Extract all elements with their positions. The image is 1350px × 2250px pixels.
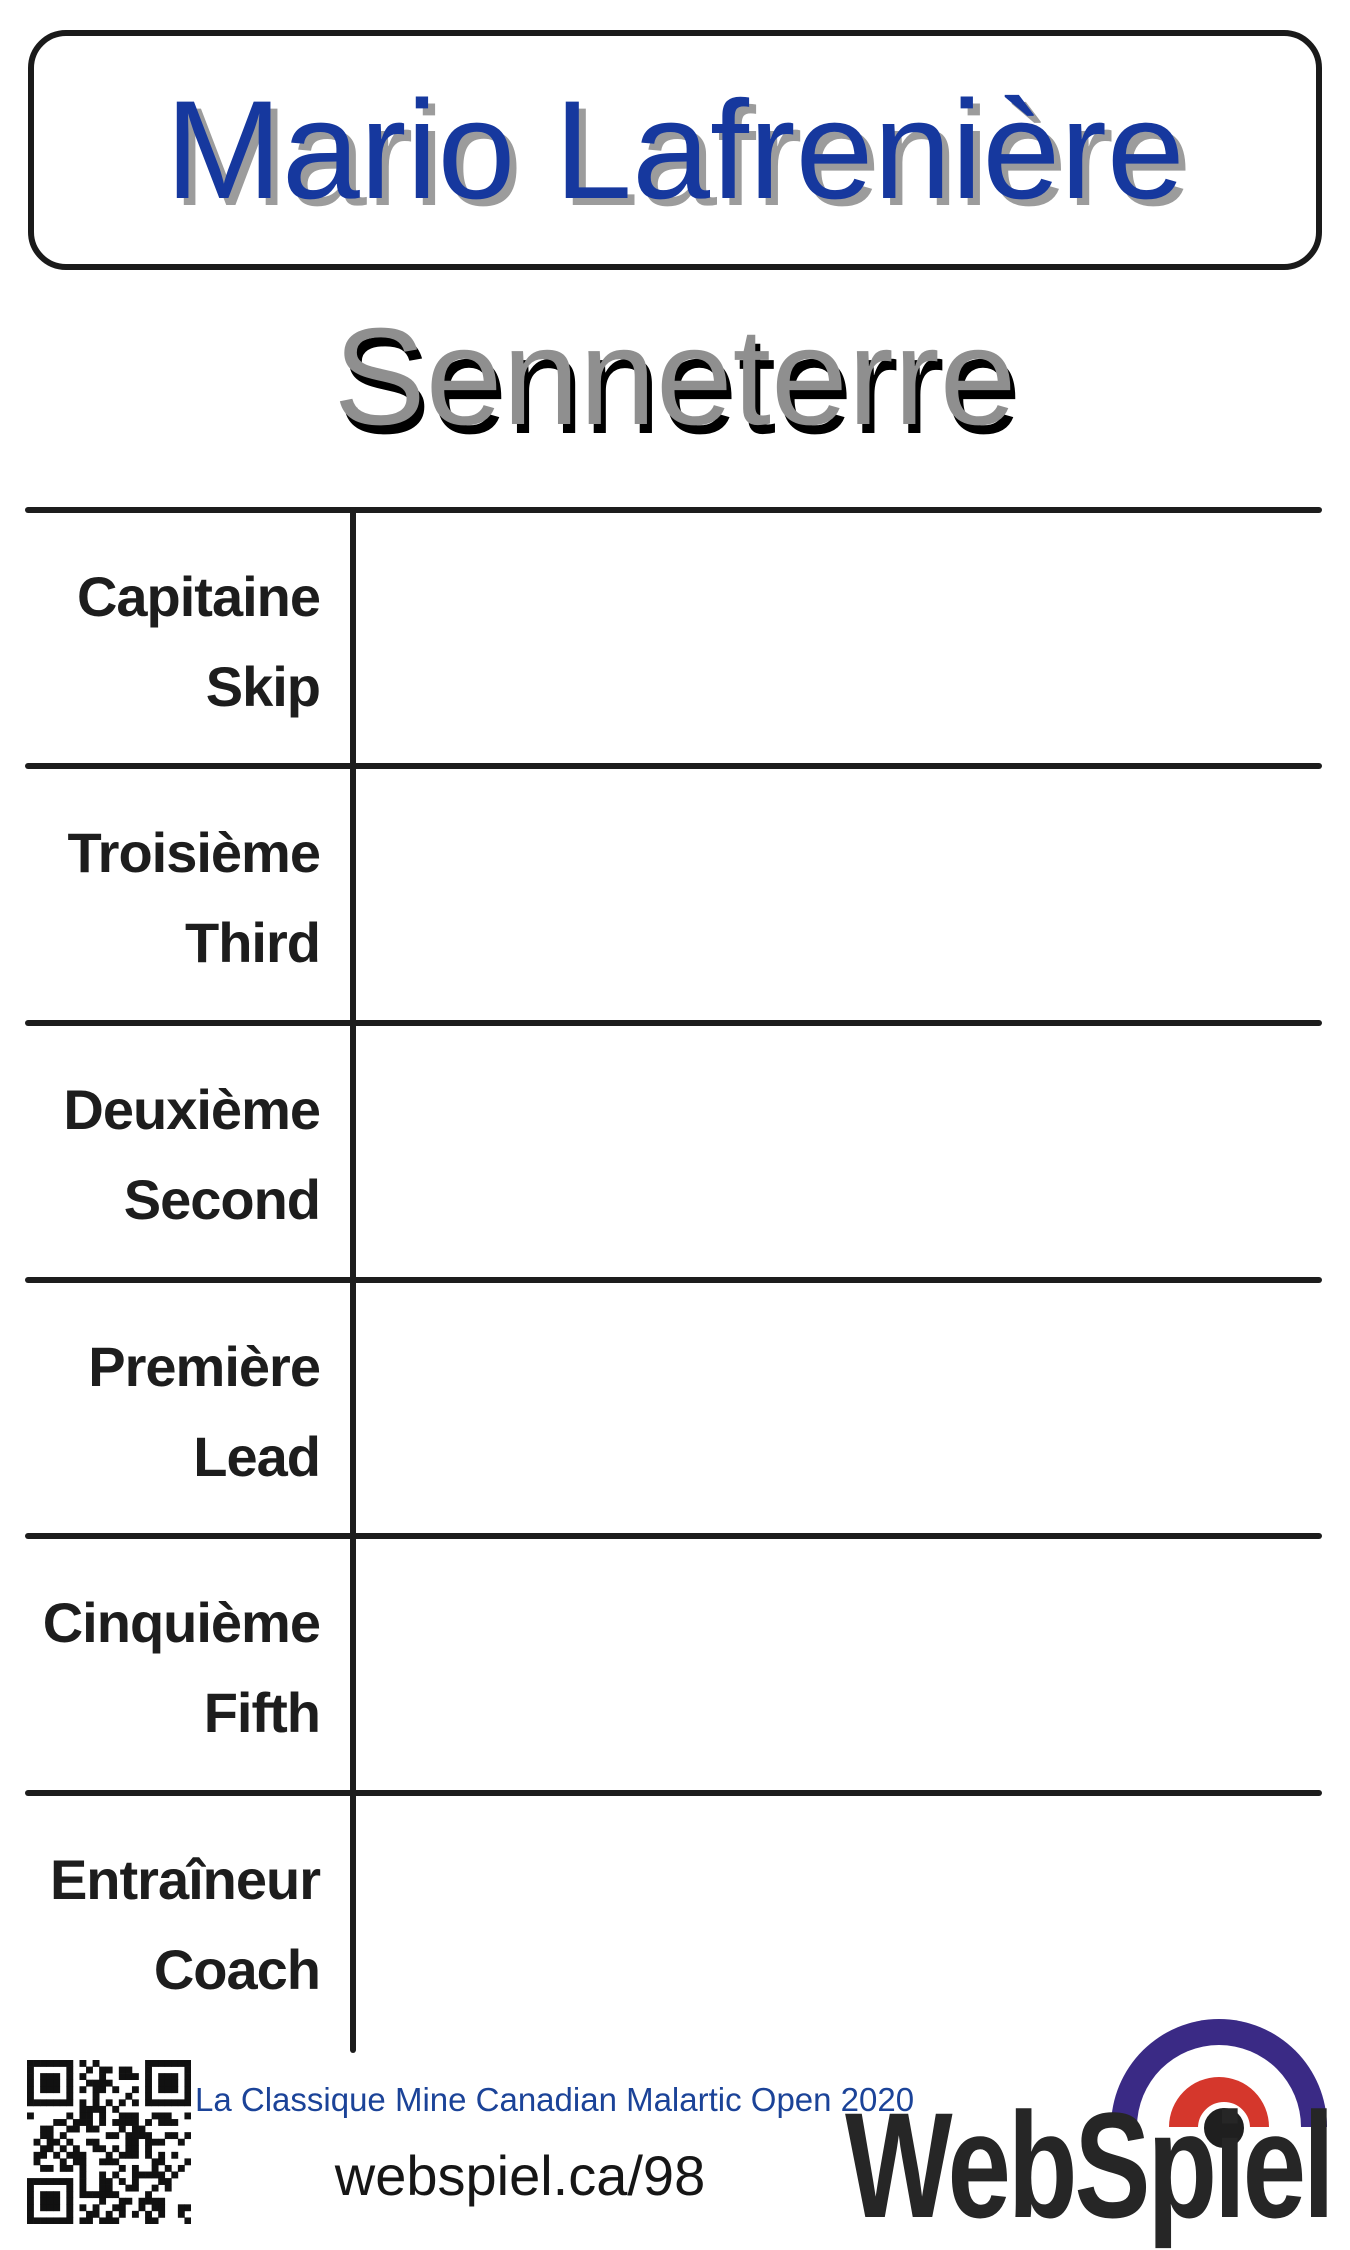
qr-code-icon <box>27 2060 191 2224</box>
row-label-en: Second <box>123 1167 320 1231</box>
entry-cell-lead <box>356 1283 1322 1534</box>
entry-cell-second <box>356 1026 1322 1277</box>
row-label-en: Fifth <box>203 1680 320 1744</box>
table-row-skip <box>0 513 320 770</box>
event-url: webspiel.ca/98 <box>334 2144 706 2207</box>
team-name-box <box>28 30 1322 270</box>
entry-cell-skip <box>356 513 1322 764</box>
row-label-fr: Cinquième <box>42 1590 320 1654</box>
community-name: Senneterre <box>333 300 1017 454</box>
row-label-fr: Entraîneur <box>49 1847 320 1911</box>
row-label-en: Third <box>185 910 320 974</box>
event-name: La Classique Mine Canadian Malartic Open 2020 <box>195 2081 915 2118</box>
webspiel-logo <box>845 2015 1350 2250</box>
row-label-fr: Capitaine <box>76 564 320 628</box>
table-row-coach <box>0 1796 320 2053</box>
team-name: Mario Lafrenière <box>165 71 1185 228</box>
row-label-en: Lead <box>193 1424 320 1488</box>
table-row-third <box>0 769 320 1026</box>
entry-cell-third <box>356 769 1322 1020</box>
row-label-fr: Deuxième <box>63 1077 320 1141</box>
table-row-lead <box>0 1283 320 1540</box>
row-label-fr: Troisième <box>67 820 320 884</box>
table-row-second <box>0 1026 320 1283</box>
table-row-fifth <box>0 1539 320 1796</box>
row-label-en: Skip <box>205 654 320 718</box>
entry-cell-fifth <box>356 1539 1322 1790</box>
row-label-fr: Première <box>88 1334 320 1398</box>
row-label-en: Coach <box>153 1937 320 2001</box>
webspiel-logo-text: WebSpiel <box>845 2081 1332 2249</box>
entry-cell-coach <box>356 1796 1322 2047</box>
